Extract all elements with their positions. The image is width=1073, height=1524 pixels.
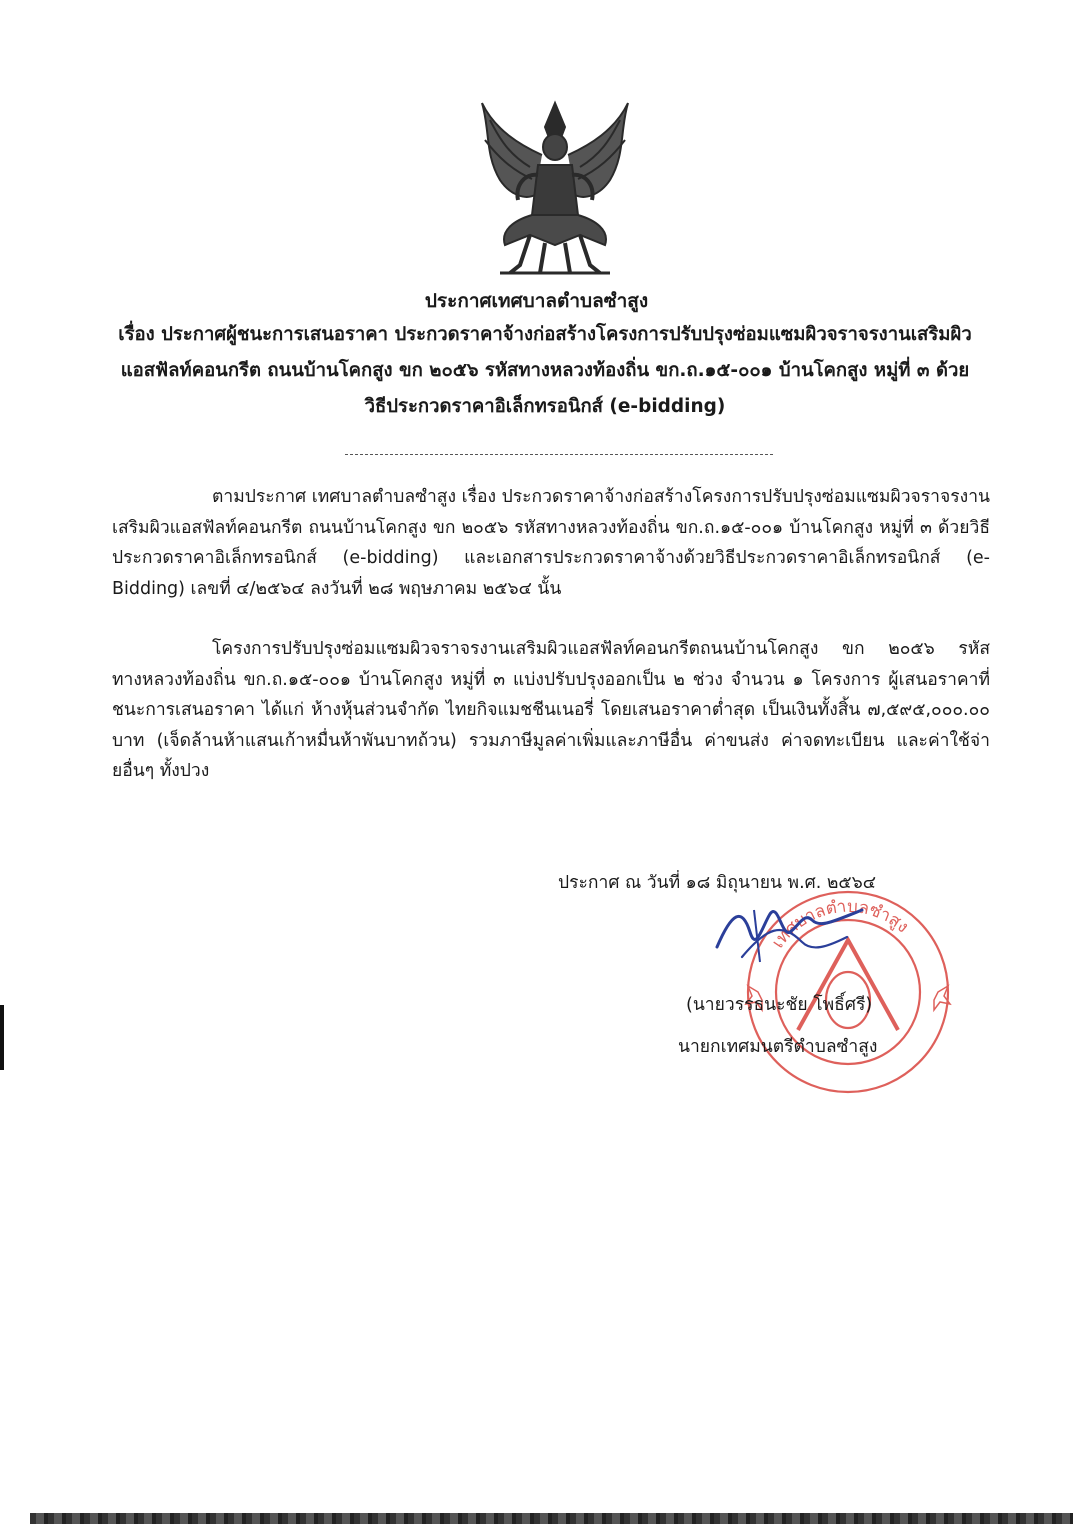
scan-edge-mark xyxy=(0,1005,4,1070)
document-subject xyxy=(100,317,990,425)
signer-name: (นายวรรธนะชัย โพธิ์ศรี) xyxy=(686,995,873,1015)
scan-bottom-strip xyxy=(30,1513,1073,1524)
announcement-date: ประกาศ ณ วันที่ ๑๘ มิถุนายน พ.ศ. ๒๕๖๔ xyxy=(558,873,877,893)
seal-text: เทศบาลตำบลซำสูง xyxy=(768,896,913,952)
subject-line-2: แอสฟัลท์คอนกรีต ถนนบ้านโคกสูง ขก ๒๐๕๖ รหัสทางหลวงท้องถิ่น ขก.ถ.๑๕-๐๐๑ บ้านโคกสูง หมู่ที่ ๓ ด้วย xyxy=(120,360,970,381)
document-heading: ประกาศเทศบาลตำบลซำสูง xyxy=(424,290,649,312)
garuda-emblem-icon xyxy=(470,95,640,280)
subject-line-3: วิธีประกวดราคาอิเล็กทรอนิกส์ (e-bidding) xyxy=(364,396,726,417)
body-paragraph-2: โครงการปรับปรุงซ่อมแซมผิวจราจรงานเสริมผิวแอสฟัลท์คอนกรีตถนนบ้านโคกสูง ขก ๒๐๕๖ รหัสทางหลวงท้องถิ่น ขก.ถ.๑๕-๐๐๑ บ้านโคกสูง หมู่ที่ ๓ แบ่งปรับปรุงออกเป็น ๒ ช่วง จำนวน ๑ โครงการ ผู้เสนอราคาที่ชนะการเสนอราคา ได้แก่ ห้างหุ้นส่วนจำกัด ไทยกิจแมชชีนเนอรี่ โดยเสนอราคาต่ำสุด เป็นเงินทั้งสิ้น ๗,๕๙๕,๐๐๐.๐๐ บาท (เจ็ดล้านห้าแสนเก้าหมื่นห้าพันบาทถ้วน) รวมภาษีมูลค่าเพิ่มและภาษีอื่น ค่าขนส่ง ค่าจดทะเบียน และค่าใช้จ่ายอื่นๆ ทั้งปวง xyxy=(112,639,990,781)
divider-line xyxy=(345,454,773,455)
signature-icon xyxy=(712,892,872,977)
subject-line-1: เรื่อง ประกาศผู้ชนะการเสนอราคา ประกวดราคาจ้างก่อสร้างโครงการปรับปรุงซ่อมแซมผิวจราจรงานเสริมผิว xyxy=(118,324,972,345)
body-paragraph-1: ตามประกาศ เทศบาลตำบลซำสูง เรื่อง ประกวดราคาจ้างก่อสร้างโครงการปรับปรุงซ่อมแซมผิวจราจรงานเสริมผิวแอสฟัลท์คอนกรีต ถนนบ้านโคกสูง ขก ๒๐๕๖ รหัสทางหลวงท้องถิ่น ขก.ถ.๑๕-๐๐๑ บ้านโคกสูง หมู่ที่ ๓ ด้วยวิธีประกวดราคาอิเล็กทรอนิกส์ (e-bidding) และเอกสารประกวดราคาจ้างด้วยวิธีประกวดราคาอิเล็กทรอนิกส์ (e-Bidding) เลขที่ ๔/๒๕๖๔ ลงวันที่ ๒๘ พฤษภาคม ๒๕๖๔ นั้น xyxy=(112,487,990,599)
signer-title: นายกเทศมนตรีตำบลซำสูง xyxy=(678,1037,878,1057)
